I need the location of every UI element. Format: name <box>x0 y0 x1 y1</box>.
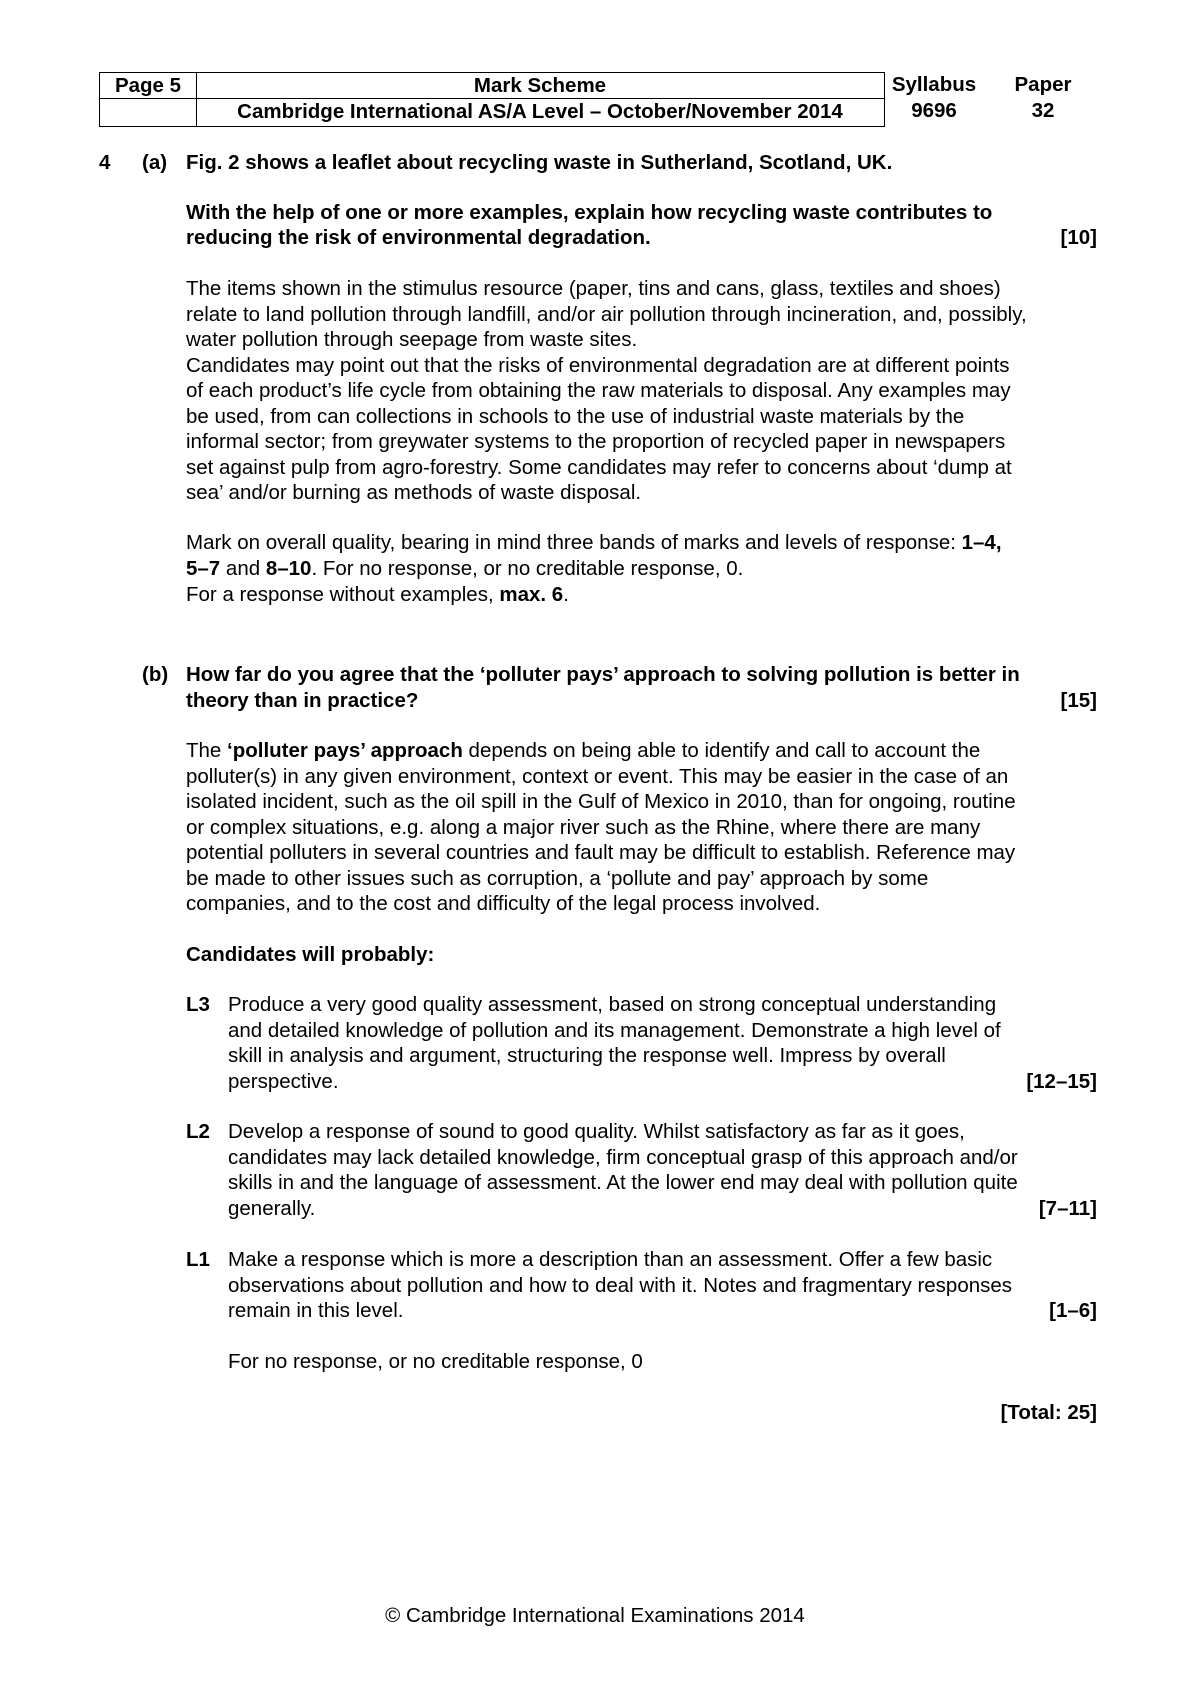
part-b-marks: [15] <box>1060 689 1097 712</box>
level-3-label: L3 <box>186 993 210 1016</box>
candidates-heading: Candidates will probably: <box>186 943 435 966</box>
part-a-marks: [10] <box>1060 226 1097 249</box>
part-a-label: (a) <box>142 151 168 174</box>
level-2-label: L2 <box>186 1120 210 1143</box>
part-a-prompt-line1: With the help of one or more examples, explain how recycling waste contributes to <box>186 201 993 224</box>
part-a-answer-guidance: The items shown in the stimulus resource (paper, tins and cans, glass, textiles and shoes) relate to land pollution through landfill, and/or air pollution through incineration, and, possibly, water pollution through seepage from waste sites. Candidates may point out that the risks of environmental degradation are at different points of each product’s life cycle from obtaining the raw materials to disposal. Any examples may be used, from can collections in schools to the use of industrial waste materials by the informal sector; from greywater systems to the proportion of recycled paper in newspapers set against pulp from agro-forestry. Some candidates may refer to concerns about ‘dump at sea’ and/or burning as methods of waste disposal. <box>186 277 1027 504</box>
paper-label: Paper <box>1014 73 1072 96</box>
level-1-descriptor: Make a response which is more a description than an assessment. Offer a few basic observations about pollution and how to deal with it. Notes and fragmentary responses remain in this level. <box>228 1248 1013 1322</box>
part-b-prompt-line1: How far do you agree that the ‘polluter pays’ approach to solving pollution is better in <box>186 663 1020 686</box>
page-label: Page 5 <box>114 74 182 97</box>
part-b-answer-intro: The ‘polluter pays’ approach depends on being able to identify and call to account the <box>186 739 981 762</box>
doc-title: Mark Scheme <box>473 74 607 97</box>
no-response-note: For no response, or no creditable response, 0 <box>228 1350 643 1373</box>
part-b-label: (b) <box>142 663 169 686</box>
part-a-mark-instruction-line2: 5–7 and 8–10. For no response, or no creditable response, 0. <box>186 557 744 580</box>
total-marks: [Total: 25] <box>1000 1401 1097 1424</box>
footer-copyright: © Cambridge International Examinations 2014 <box>385 1604 805 1627</box>
level-2-marks: [7–11] <box>1038 1196 1097 1220</box>
part-a-stem: Fig. 2 shows a leaflet about recycling waste in Sutherland, Scotland, UK. <box>186 151 893 174</box>
exam-title: Cambridge International AS/A Level – October/November 2014 <box>237 100 843 123</box>
level-1-label: L1 <box>186 1248 210 1271</box>
header-table <box>99 72 885 127</box>
syllabus-label: Syllabus <box>891 73 977 96</box>
part-a-prompt-line2: reducing the risk of environmental degradation. <box>186 226 651 249</box>
part-b-answer-guidance: polluter(s) in any given environment, context or event. This may be easier in the case of an isolated incident, such as the oil spill in the Gulf of Mexico in 2010, than for ongoing, routine or complex situations, e.g. along a major river such as the Rhine, where there are many potential polluters in several countries and fault may be difficult to establish. Reference may be made to other issues such as corruption, a ‘pollute and pay’ approach by some companies, and to the cost and difficulty of the legal process involved. <box>186 764 1016 915</box>
question-number: 4 <box>99 151 111 174</box>
level-1-marks: [1–6] <box>1049 1299 1097 1322</box>
level-2-descriptor: Develop a response of sound to good quality. Whilst satisfactory as far as it goes, candidates may lack detailed knowledge, firm conceptual grasp of this approach and/or skills in and the language of assessment. At the lower end may deal with pollution quite generally. <box>228 1120 1018 1220</box>
part-a-mark-instruction-line1: Mark on overall quality, bearing in mind three bands of marks and levels of response: 1–4, <box>186 531 1002 554</box>
level-3-marks: [12–15] <box>1026 1069 1097 1093</box>
paper-value: 32 <box>1031 99 1055 122</box>
part-b-prompt-line2: theory than in practice? <box>186 689 419 712</box>
level-3-descriptor: Produce a very good quality assessment, based on strong conceptual understanding and detailed knowledge of pollution and its management. Demonstrate a high level of skill in analysis and argument, structuring the response well. Impress by overall perspective. <box>228 993 1001 1093</box>
part-a-no-examples-rule: For a response without examples, max. 6. <box>186 583 569 606</box>
syllabus-value: 9696 <box>911 99 957 122</box>
